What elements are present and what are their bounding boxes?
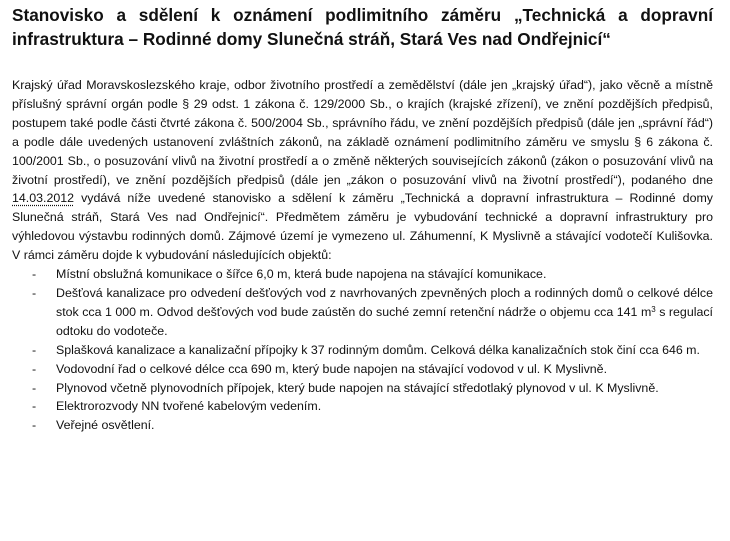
list-item: [12, 360, 713, 379]
bullet-dash: -: [32, 418, 37, 433]
list-item-text: Místní obslužná komunikace o šířce 6,0 m, která bude napojena na stávající komunikace.: [56, 267, 547, 282]
list-item: [12, 397, 713, 416]
list-item: [12, 284, 713, 341]
document-title: Stanovisko a sdělení k oznámení podlimitního záměru „Technická a dopravní infrastruktura – Rodinné domy Slunečná stráň, Stará Ves nad Ondřejnicí“: [12, 5, 713, 49]
bullet-dash: -: [32, 399, 37, 414]
list-item: [12, 416, 713, 435]
document-page: [12, 4, 713, 435]
superscript-exponent: 3: [651, 304, 656, 314]
list-item-text: Splašková kanalizace a kanalizační přípojky k 37 rodinným domům. Celková délka kanalizačních stok činí cca 646 m.: [56, 342, 700, 357]
bullet-dash: -: [32, 285, 37, 300]
submission-date: 14.03.2012: [12, 191, 75, 206]
bullet-dash: -: [32, 380, 37, 395]
bullet-dash: -: [32, 342, 37, 357]
list-item-text: Veřejné osvětlení.: [56, 418, 155, 433]
list-item-text: Plynovod včetně plynovodních přípojek, který bude napojen na stávající středotlaký plynovod v ul. K Myslivně.: [56, 380, 659, 395]
list-item-text: Dešťová kanalizace pro odvedení dešťových vod z navrhovaných zpevněných ploch a rodinných domů o celkové délce stok cca 1 000 m. Odvod dešťových vod bude zaústěn do suché zemní retenční nádrže o objemu cca 141 m: [56, 285, 713, 319]
bullet-dash: -: [32, 361, 37, 376]
intro-paragraph: [12, 76, 713, 265]
project-objects-list: [12, 265, 713, 435]
bullet-dash: -: [32, 267, 37, 282]
intro-text-before-date: Krajský úřad Moravskoslezského kraje, odbor životního prostředí a zemědělství (dále jen „krajský úřad“), jako věcně a místně příslušný správní orgán podle § 29 odst. 1 zákona č. 129/2000 Sb., o krajích (krajské zřízení), ve znění pozdějších předpisů, postupem také podle části čtvrté zákona č. 500/2004 Sb., správního řádu, ve znění pozdějších předpisů (dále jen „správní řád“) a podle dále uvedených ustanovení zvláštních zákonů, na základě oznámení podlimitního záměru ve smyslu § 6 zákona č. 100/2001 Sb., o posuzování vlivů na životní prostředí a o změně některých souvisejících zákonů (zákon o posuzování vlivů na životní prostředí), ve znění pozdějších předpisů (dále jen „zákon o posuzování vlivů na životní prostředí“), podaného dne: [12, 78, 713, 187]
list-item-text-continued: s regulací odtoku do vodoteče.: [56, 304, 713, 338]
list-item: [12, 341, 713, 360]
list-item: [12, 265, 713, 284]
intro-text-after-date: vydává níže uvedené stanovisko a sdělení k záměru „Technická a dopravní infrastruktura – Rodinné domy Slunečná stráň, Stará Ves nad Ondřejnicí“. Předmětem záměru je vybudování technické a dopravní infrastruktury pro výhledovou výstavbu rodinných domů. Zájmové území je vymezeno ul. Záhumenní, K Myslivně a stávající vodotečí Kulišovka. V rámci záměru dojde k vybudování následujících objektů:: [12, 191, 713, 263]
list-item: [12, 379, 713, 398]
list-item-text: Elektrorozvody NN tvořené kabelovým vedením.: [56, 399, 322, 414]
list-item-text: Vodovodní řad o celkové délce cca 690 m, který bude napojen na stávající vodovod v ul. K Myslivně.: [56, 361, 608, 376]
